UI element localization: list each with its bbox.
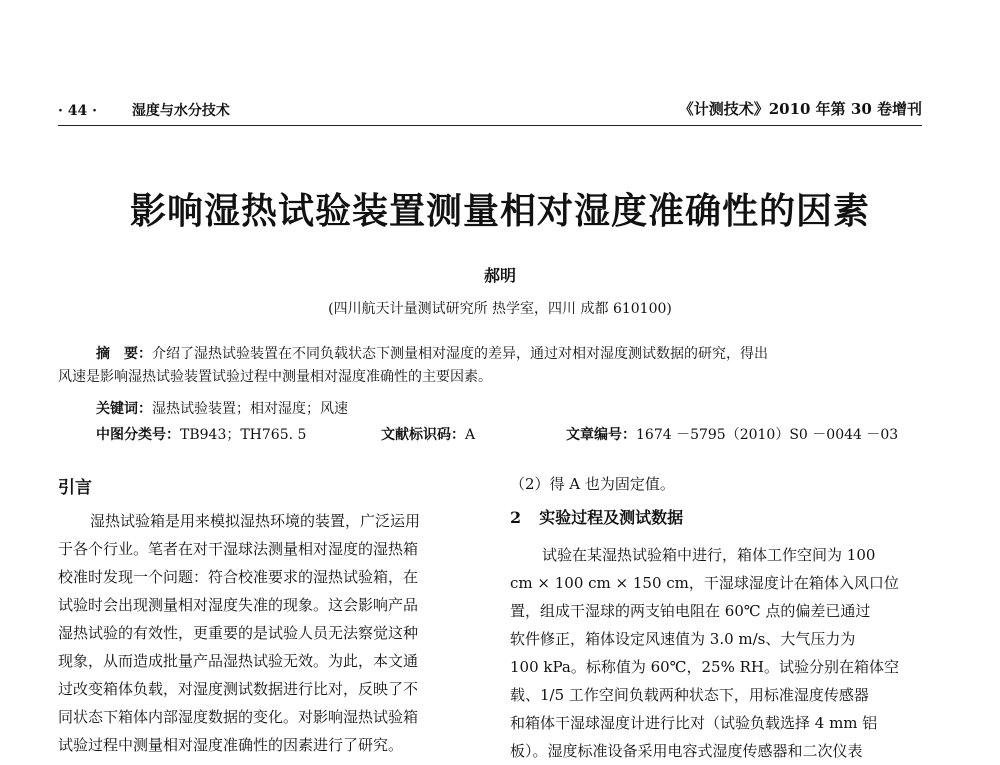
page-number: · 44 · bbox=[58, 103, 97, 119]
article-number-value: 1674 －5795（2010）S0 －0044 －03 bbox=[636, 427, 899, 443]
right-column bbox=[510, 473, 930, 765]
classification-line bbox=[96, 424, 926, 444]
abstract-label: 摘 要： bbox=[96, 346, 152, 362]
clc-label: 中图分类号： bbox=[96, 427, 180, 443]
text-line: 同状态下箱体内部湿度数据的变化。对影响湿热试验箱 bbox=[58, 708, 419, 726]
doc-code-value: A bbox=[465, 427, 476, 443]
section-2-title: 实验过程及测试数据 bbox=[539, 508, 684, 527]
abstract-line-2: 风速是影响湿热试验装置试验过程中测量相对湿度准确性的主要因素。 bbox=[58, 369, 492, 385]
text-line: 100 kPa。标称值为 60℃，25% RH。试验分别在箱体空 bbox=[510, 658, 899, 676]
clc-value: TB943；TH765. 5 bbox=[180, 427, 307, 443]
intro-heading: 引言 bbox=[58, 478, 92, 498]
journal-citation: 《计测技术》2010 年第 30 卷增刊 bbox=[678, 100, 922, 118]
list-item-2: （2）得 A 也为固定值。 bbox=[510, 475, 675, 493]
section-name: 湿度与水分技术 bbox=[131, 103, 230, 119]
left-column bbox=[58, 473, 478, 759]
text-line: 板）。湿度标准设备采用电容式湿度传感器和二次仪表 bbox=[510, 742, 863, 760]
section-2-number: 2 bbox=[510, 508, 522, 527]
text-line: 校准时发现一个问题：符合校准要求的湿热试验箱，在 bbox=[58, 568, 419, 586]
abstract-line-1: 介绍了湿热试验装置在不同负载状态下测量相对湿度的差异，通过对相对湿度测试数据的研究，得出 bbox=[152, 346, 768, 362]
author-affiliation: (四川航天计量测试研究所 热学室，四川 成都 610100) bbox=[328, 301, 672, 317]
section-2-heading bbox=[510, 505, 930, 533]
keywords bbox=[96, 398, 348, 418]
text-line: 软件修正，箱体设定风速值为 3.0 m/s、大气压力为 bbox=[510, 630, 856, 648]
text-line: 试验在某湿热试验箱中进行，箱体工作空间为 100 bbox=[542, 546, 876, 564]
paper-title: 影响湿热试验装置测量相对湿度准确性的因素 bbox=[129, 190, 870, 232]
text-line: 湿热试验箱是用来模拟湿热环境的装置，广泛运用 bbox=[90, 512, 421, 530]
running-header-left bbox=[58, 100, 230, 120]
text-line: 试验过程中测量相对湿度准确性的因素进行了研究。 bbox=[58, 736, 404, 754]
text-line: 现象，从而造成批量产品湿热试验无效。为此，本文通 bbox=[58, 652, 419, 670]
text-line: cm × 100 cm × 150 cm，干湿球湿度计在箱体入风口位 bbox=[510, 574, 899, 592]
keywords-label: 关键词： bbox=[96, 401, 152, 417]
text-line: 于各个行业。笔者在对干湿球法测量相对湿度的湿热箱 bbox=[58, 540, 419, 558]
text-line: 载、1/5 工作空间负载两种状态下，用标准湿度传感器 bbox=[510, 686, 869, 704]
keywords-text: 湿热试验装置；相对湿度；风速 bbox=[152, 401, 348, 417]
text-line: 和箱体干湿球湿度计进行比对（试验负载选择 4 mm 铝 bbox=[510, 714, 878, 732]
intro-paragraph bbox=[58, 507, 478, 759]
text-line: 置，组成干湿球的两支铂电阻在 60℃ 点的偏差已通过 bbox=[510, 602, 871, 620]
header-rule bbox=[58, 125, 922, 126]
article-number-label: 文章编号： bbox=[566, 427, 636, 443]
doc-code-label: 文献标识码： bbox=[381, 427, 465, 443]
author-name: 郝明 bbox=[483, 266, 516, 285]
section-2-paragraph bbox=[510, 541, 930, 765]
text-line: 试验时会出现测量相对湿度失准的现象。这会影响产品 bbox=[58, 596, 419, 614]
abstract bbox=[58, 343, 922, 389]
text-line: 过改变箱体负载，对湿度测试数据进行比对，反映了不 bbox=[58, 680, 419, 698]
text-line: 湿热试验的有效性，更重要的是试验人员无法察觉这种 bbox=[58, 624, 419, 642]
